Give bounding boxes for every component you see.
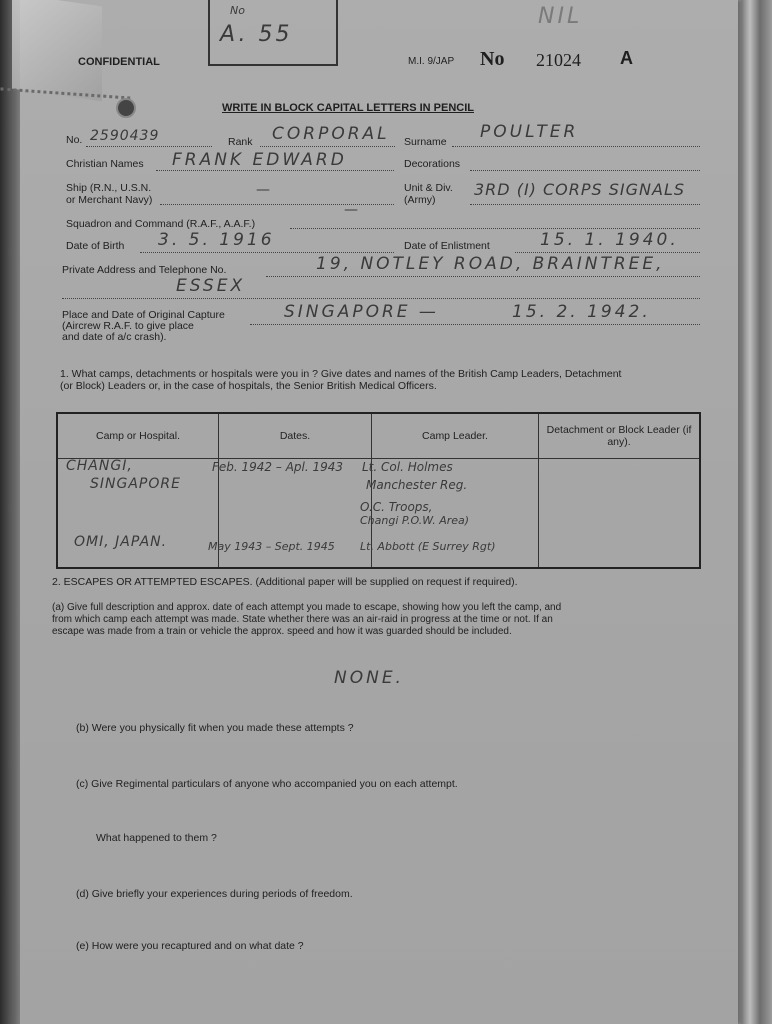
stamp-number: A. 55 — [220, 22, 293, 47]
q2-b: (b) Were you physically fit when you made these attempts ? — [76, 722, 354, 734]
header-camp: Camp or Hospital. — [57, 413, 219, 459]
paper-tag — [12, 0, 102, 101]
row1-leader-1: Lt. Col. Holmes — [362, 460, 453, 474]
capture-label-3: and date of a/c crash). — [62, 331, 167, 343]
surname-value: POULTER — [480, 122, 579, 142]
header-leader: Camp Leader. — [372, 413, 539, 459]
dob-value: 3. 5. 1916 — [158, 230, 275, 250]
unit-value: 3RD (I) CORPS SIGNALS — [474, 180, 686, 199]
q2-c: (c) Give Regimental particulars of anyone who accompanied you on each attempt. — [76, 778, 458, 790]
squadron-value: — — [344, 202, 359, 218]
q1-line-2: (or Block) Leaders or, in the case of hospitals, the Senior British Medical Officers. — [60, 380, 437, 392]
q2-a-line-1: (a) Give full description and approx. date of each attempt you made to escape, showing how you left the camp, and — [52, 602, 562, 613]
capture-date: 15. 2. 1942. — [512, 302, 651, 322]
enlist-label: Date of Enlistment — [404, 240, 490, 252]
serial-suffix: A — [620, 48, 633, 68]
rank-line — [260, 146, 395, 147]
unit-label-1: Unit & Div. — [404, 182, 453, 194]
christian-line — [156, 170, 394, 171]
rank-value: CORPORAL — [272, 124, 390, 144]
stamp-no-label: No — [230, 4, 245, 17]
address-value-1: 19, NOTLEY ROAD, BRAINTREE, — [316, 254, 665, 274]
ship-label-2: or Merchant Navy) — [66, 194, 153, 206]
squadron-label: Squadron and Command (R.A.F., A.A.F.) — [66, 218, 256, 230]
address-line-2 — [62, 298, 700, 299]
unit-label-2: (Army) — [404, 194, 436, 206]
row1-leader-4: Changi P.O.W. Area) — [360, 514, 470, 527]
capture-label-1: Place and Date of Original Capture — [62, 309, 225, 321]
form-code: M.I. 9/JAP — [408, 56, 455, 67]
capture-label-2: (Aircrew R.A.F. to give place — [62, 320, 194, 332]
q2-e: (e) How were you recaptured and on what date ? — [76, 940, 304, 952]
decorations-label: Decorations — [404, 158, 461, 170]
dob-line — [140, 252, 394, 253]
address-line-1 — [266, 276, 700, 277]
classification: CONFIDENTIAL — [78, 56, 160, 68]
header-detachment: Detachment or Block Leader (if any). — [539, 413, 701, 459]
q2-a-line-3: escape was made from a train or vehicle the approx. speed and how it was guarded should be included. — [52, 626, 512, 637]
header-dates: Dates. — [219, 413, 372, 459]
row1-camp-2: SINGAPORE — [90, 476, 181, 492]
q2-c-followup: What happened to them ? — [96, 832, 217, 844]
christian-value: FRANK EDWARD — [172, 150, 347, 170]
row1-leader-3: O.C. Troops, — [360, 500, 433, 514]
dob-label: Date of Birth — [66, 240, 125, 252]
ship-value: — — [256, 182, 271, 198]
enlist-line — [515, 252, 700, 253]
detachment-cell — [539, 459, 701, 569]
surname-line — [452, 146, 700, 147]
row1-camp-1: CHANGI, — [66, 458, 133, 474]
christian-label: Christian Names — [66, 158, 144, 170]
ship-label-1: Ship (R.N., U.S.N. — [66, 182, 152, 194]
camp-cell — [57, 459, 219, 569]
capture-place: SINGAPORE — — [284, 302, 439, 322]
address-value-2: ESSEX — [176, 276, 246, 296]
top-right-note: NIL — [538, 4, 583, 29]
row2-leader: Lt. Abbott (E Surrey Rgt) — [360, 540, 496, 553]
punch-hole — [116, 98, 136, 118]
serial-prefix: No — [480, 48, 505, 70]
enlist-value: 15. 1. 1940. — [540, 230, 679, 250]
no-label: No. — [66, 134, 83, 146]
decorations-line — [470, 170, 700, 171]
q2-a-answer: NONE. — [334, 668, 404, 688]
no-value: 2590439 — [90, 128, 160, 144]
surname-label: Surname — [404, 136, 447, 148]
row1-dates: Feb. 1942 – Apl. 1943 — [212, 460, 344, 474]
address-label: Private Address and Telephone No. — [62, 264, 227, 276]
row2-dates: May 1943 – Sept. 1945 — [208, 540, 335, 553]
unit-line — [470, 204, 700, 205]
rank-label: Rank — [228, 136, 253, 148]
capture-line — [250, 324, 700, 325]
row1-leader-2: Manchester Reg. — [366, 478, 468, 492]
squadron-line — [290, 228, 700, 229]
q2-title: 2. ESCAPES OR ATTEMPTED ESCAPES. (Additional paper will be supplied on request if required). — [52, 576, 518, 588]
q2-d: (d) Give briefly your experiences during periods of freedom. — [76, 888, 353, 900]
row2-camp: OMI, JAPAN. — [74, 534, 168, 550]
q1-line-1: 1. What camps, detachments or hospitals were you in ? Give dates and names of the British Camp Leaders, Detachment — [60, 368, 622, 380]
instruction: WRITE IN BLOCK CAPITAL LETTERS IN PENCIL — [222, 102, 474, 114]
q2-a-line-2: from which camp each attempt was made. State whether there was an air-raid in progress at the time or not. If an — [52, 614, 553, 625]
serial-number: 21024 — [536, 50, 581, 70]
no-line — [86, 146, 212, 147]
